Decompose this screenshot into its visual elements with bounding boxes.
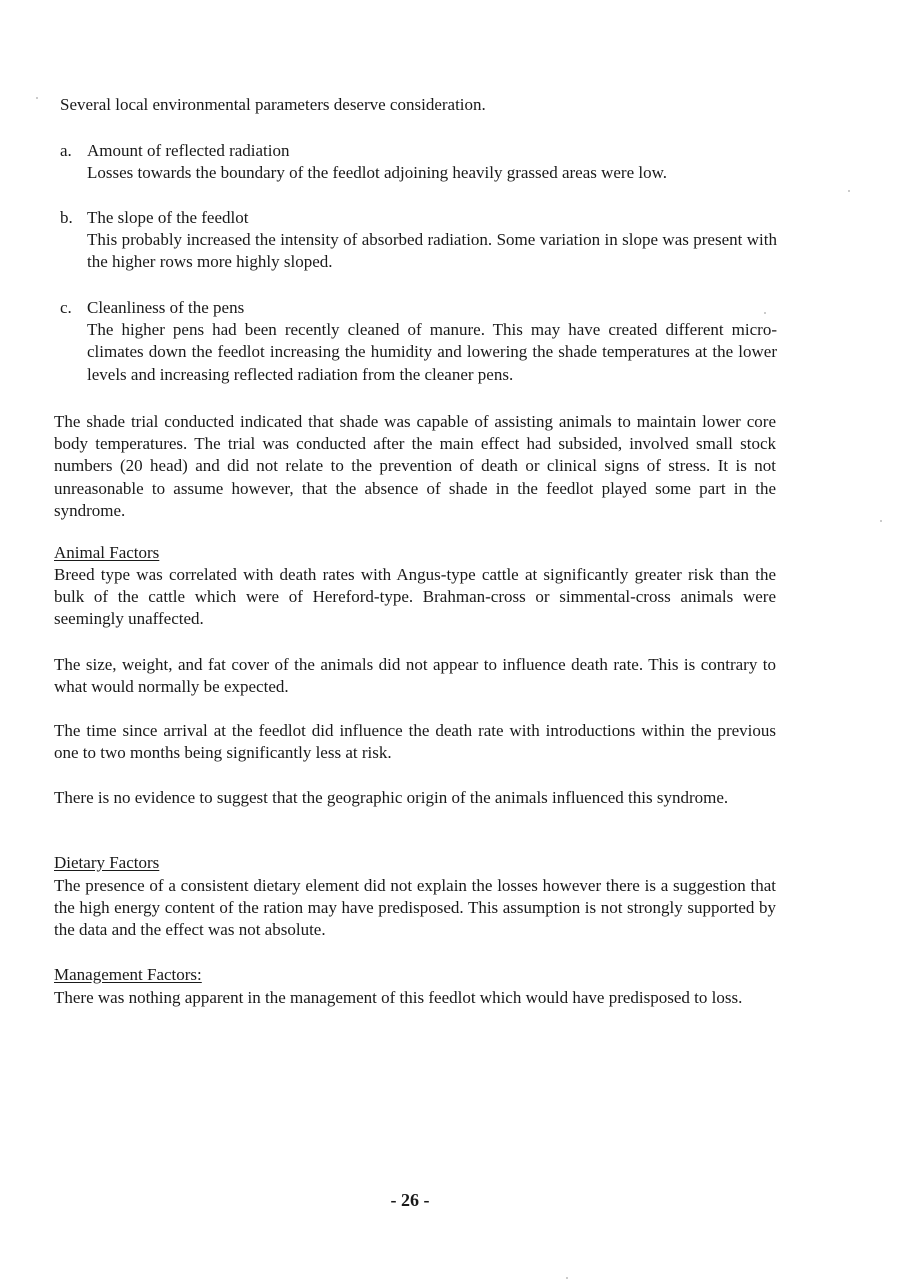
scan-speck — [36, 97, 38, 99]
list-item-body: The higher pens had been recently cleaned of manure. This may have created different micro-climates down the feedlot increasing the humidity and lowering the shade temperatures at the lower levels and increasing reflected radiation from the cleaner pens. — [87, 320, 777, 384]
dietary-paragraph: The presence of a consistent dietary element did not explain the losses however there is a suggestion that the high energy content of the ration may have predisposed. This assumption is not strongly supported by the data and the effect was not absolute. — [54, 876, 776, 940]
list-marker: c. — [60, 298, 72, 317]
list-item-body: This probably increased the intensity of absorbed radiation. Some variation in slope was present with the higher rows more highly sloped. — [87, 230, 777, 272]
management-factors-heading: Management Factors: — [54, 965, 202, 984]
shade-trial-paragraph: The shade trial conducted indicated that shade was capable of assisting animals to maintain lower core body temperatures. The trial was conducted after the main effect had subsided, involved small stock numbers (20 head) and did not relate to the prevention of death or clinical signs of stress. It is not unreasonable to assume however, that the absence of shade in the feedlot played some part in the syndrome. — [54, 412, 776, 520]
scan-speck — [848, 190, 850, 192]
animal-factors-heading: Animal Factors — [54, 543, 160, 562]
geographic-origin-paragraph: There is no evidence to suggest that the geographic origin of the animals influenced this syndrome. — [54, 788, 729, 807]
list-item-title: The slope of the feedlot — [87, 208, 249, 227]
list-item-title: Cleanliness of the pens — [87, 298, 245, 317]
scan-speck — [880, 520, 882, 522]
list-item-body: Losses towards the boundary of the feedlot adjoining heavily grassed areas were low. — [87, 163, 668, 183]
page-number: - 26 - — [390, 1190, 430, 1210]
size-weight-paragraph: The size, weight, and fat cover of the animals did not appear to influence death rate. This is contrary to what would normally be expected. — [54, 655, 776, 697]
intro-paragraph: Several local environmental parameters deserve consideration. — [60, 95, 486, 114]
list-marker: b. — [60, 208, 73, 227]
scan-speck — [764, 312, 766, 314]
list-item-title: Amount of reflected radiation — [87, 141, 290, 160]
breed-type-paragraph: Breed type was correlated with death rates with Angus-type cattle at significantly greater risk than the bulk of the cattle which were of Hereford-type. Brahman-cross or simmental-cross animals were seemingly unaffected. — [54, 565, 776, 629]
scan-speck — [566, 1277, 568, 1279]
management-paragraph: There was nothing apparent in the management of this feedlot which would have predisposed to loss. — [54, 988, 743, 1007]
arrival-time-paragraph: The time since arrival at the feedlot did influence the death rate with introductions within the previous one to two months being significantly less at risk. — [54, 721, 776, 763]
list-marker: a. — [60, 141, 72, 160]
dietary-factors-heading: Dietary Factors — [54, 853, 160, 872]
